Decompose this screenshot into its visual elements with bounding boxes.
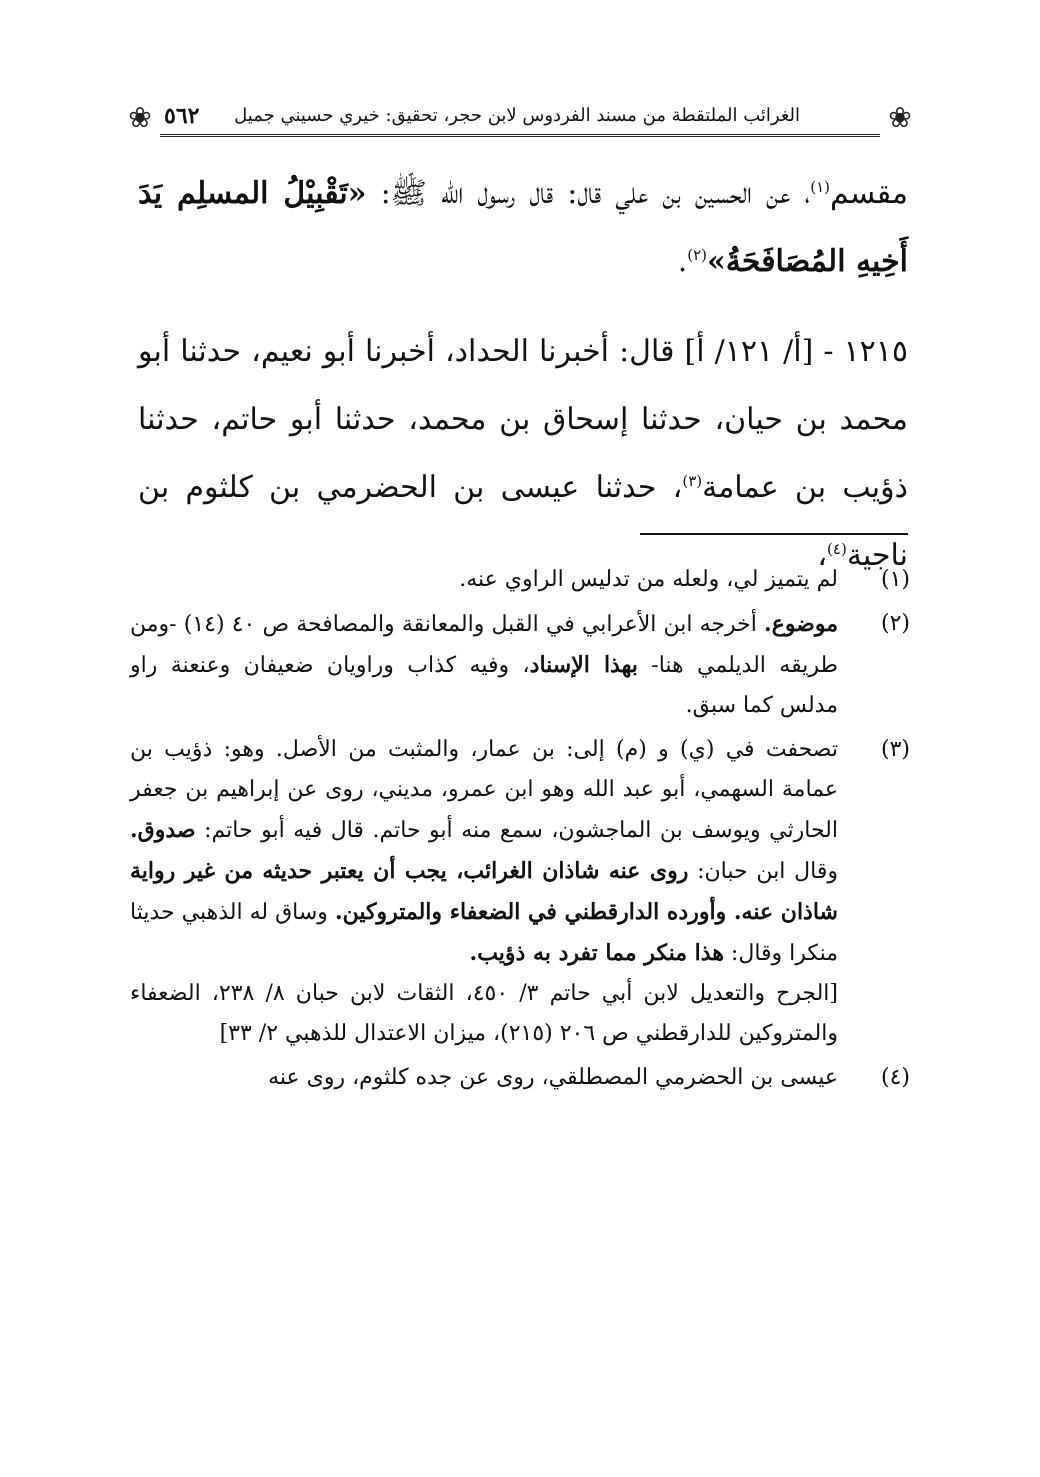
text: ، حدثنا عيسى بن الحضرمي بن كلثوم بن ناجية (138, 470, 908, 573)
emphasis: صدوق. (130, 817, 196, 843)
footnotes (130, 560, 910, 1102)
footnote-3 (130, 730, 910, 1054)
emphasis: روى عنه شاذان الغرائب، يجب أن يعتبر حديثه من غير رواية شاذان عنه. وأورده الدارقطني في الضعفاء والمتروكين. (130, 858, 838, 925)
footnote-number: (٣) (880, 737, 910, 762)
text: ، عن الحسين بن علي قال: قال رسول الله ﷺ: (366, 176, 811, 211)
footnote-ref[interactable]: (١) (810, 178, 831, 196)
hadith-text: «تَقْبِيْلُ المسلِم يَدَ أَخِيهِ المُصَافَحَةُ» (138, 176, 908, 279)
footnote-1 (130, 560, 910, 600)
footnote-text: وساق له الذهبي حديثا منكرا وقال: (130, 900, 838, 966)
footnote-separator (640, 533, 908, 535)
footnote-text: وقال ابن حبان: (688, 859, 838, 884)
book-title: الغرائب الملتقطة من مسند الفردوس لابن حجر، تحقيق: خيري حسيني جميل (234, 105, 800, 126)
flower-ornament-icon: ❀ (888, 101, 912, 134)
footnote-text: عيسى بن الحضرمي المصطلقي، روى عن جده كلثوم، روى عنه (268, 1065, 838, 1090)
footnote-number: (٢) (880, 611, 910, 636)
footnote-4 (130, 1058, 910, 1098)
flower-ornament-icon: ❀ (128, 101, 152, 134)
text: مقسم (830, 176, 908, 211)
references: [الجرح والتعديل لابن أبي حاتم ٣/ ٤٥٠، الثقات لابن حبان ٨/ ٢٣٨، الضعفاء والمتروكين للدارقطني ص ٢٠٦ (٢١٥)، ميزان الاعتدال للذهبي ٢/ ٣٣] (130, 981, 839, 1046)
footnote-text: ، وفيه كذاب وراويان ضعيفان وعنعنة راو مدلس كما سبق. (130, 653, 838, 718)
emphasis: هذا منكر مما تفرد به ذؤيب. (469, 940, 724, 966)
footnote-ref[interactable]: (٤) (827, 540, 847, 558)
footnote-number: (٤) (880, 1065, 910, 1090)
grading: موضوع. (764, 611, 839, 637)
footnote-ref[interactable]: (٣) (682, 472, 703, 490)
text: . (677, 244, 688, 279)
text: ، (817, 538, 828, 573)
footnote-text: تصحفت في (ي) و (م) إلى: بن عمار، والمثبت من الأصل. وهو: ذؤيب بن عمامة السهمي، أبو عبد الله وهو ابن عمرو، مديني، روى عن إبراهيم بن جعفر الحارثي ويوسف بن الماجشون، سمع منه أبو حاتم. قال فيه أبو حاتم: (130, 737, 838, 843)
main-paragraph-1 (138, 160, 908, 296)
footnote-ref[interactable]: (٢) (687, 246, 708, 264)
footnote-number: (١) (880, 567, 910, 592)
page-number: ٥٦٢ (164, 103, 200, 129)
header-rule (160, 134, 880, 137)
text: ١٢١٥ - [أ/ ١٢١/ أ] قال: أخبرنا الحداد، أخبرنا أبو نعيم، حدثنا أبو محمد بن حيان، حدثنا إسحاق بن محمد، حدثنا أبو حاتم، حدثنا ذؤيب بن عمامة (138, 334, 908, 505)
running-header (120, 96, 920, 144)
emphasis: بهذا الإسناد (529, 652, 638, 678)
footnote-text: لم يتميز لي، ولعله من تدليس الراوي عنه. (459, 567, 838, 592)
footnote-text: أخرجه ابن الأعرابي في القبل والمعانقة والمصافحة ص ٤٠ (١٤) -ومن طريقه الديلمي هنا- (130, 612, 838, 678)
main-paragraph-2 (138, 318, 908, 590)
footnote-2 (130, 604, 910, 726)
